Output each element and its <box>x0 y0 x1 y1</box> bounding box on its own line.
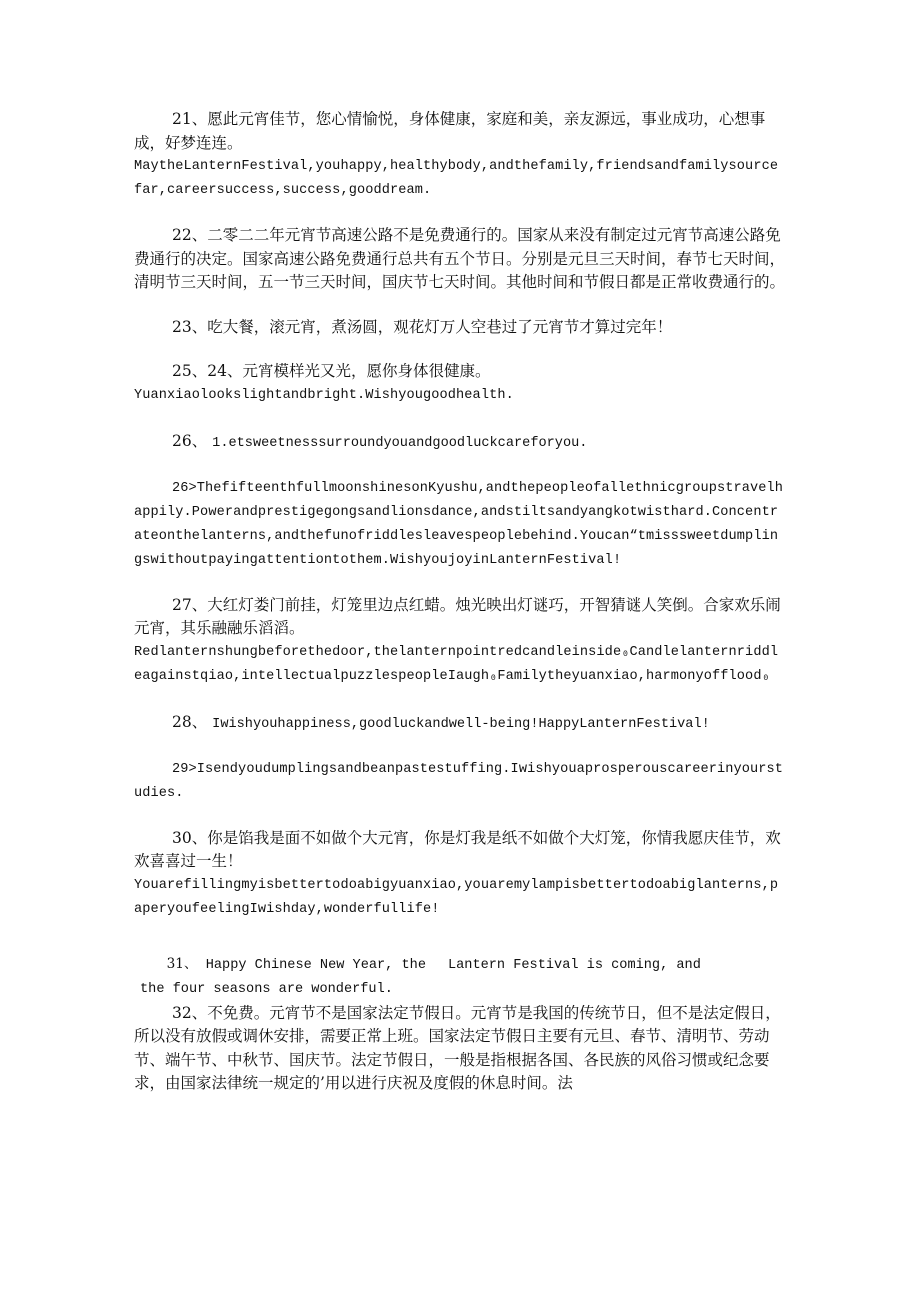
english-text: Youarefillingmyisbettertodoabigyuanxiao,youaremylampisbettertodoabiglanterns,paperyoufeelingIwishday,wonderfullife! <box>134 877 779 917</box>
english-text-part2: Lantern Festival is coming, and <box>447 957 701 973</box>
document-page <box>134 108 786 1117</box>
chinese-text: 你是馅我是面不如做个大元宵，你是灯我是纸不如做个大灯笼，你情我愿庆佳节，欢欢喜喜过一生！ <box>134 828 781 870</box>
paragraph-number: 30、 <box>172 828 208 847</box>
chinese-text: 大红灯娄门前挂，灯笼里边点红蜡。烛光映出灯谜巧，开智猜谜人笑倒。合家欢乐闹元宵，其乐融融乐滔滔。 <box>134 595 781 637</box>
paragraph-26b <box>134 477 786 573</box>
paragraph-number: 32、 <box>172 1003 208 1022</box>
paragraph-26a <box>134 429 786 456</box>
english-text-line2: the four seasons are wonderful. <box>140 981 393 997</box>
paragraph-22 <box>134 224 786 295</box>
english-text: 1.etsweetnesssurroundyouandgoodluckcareforyou. <box>212 435 588 451</box>
paragraph-number: 26、 <box>172 431 208 450</box>
paragraph-number: 25、 <box>172 362 208 380</box>
paragraph-29 <box>134 758 786 806</box>
paragraph-number: 21、 <box>172 110 208 128</box>
paragraph-32 <box>134 1002 786 1096</box>
english-text: 26>ThefifteenthfullmoonshinesonKyushu,andthepeopleofallethnicgroupstravelhappily.Powerandprestigegongsandlionsdance,andstiltsandyangkotwisthard.Concentrateonthelanterns,andthefunofriddlesleavespeoplebehind.Youcan“tmisssweetdumplingswithoutpayingattentiontothem.WishyoujoyinLanternFestival! <box>134 480 784 568</box>
paragraph-number: 22、 <box>172 226 208 244</box>
paragraph-number: 28、 <box>172 712 208 731</box>
paragraph-31 <box>134 952 786 1002</box>
english-text: Iwishyouhappiness,goodluckandwell-being!HappyLanternFestival! <box>212 716 710 732</box>
paragraph-28 <box>134 710 786 737</box>
english-text: 29>Isendyoudumplingsandbeanpastestuffing.Iwishyouaprosperouscareerinyourstudies. <box>134 761 784 801</box>
english-text: MaytheLanternFestival,youhappy,healthybody,andthefamily,friendsandfamilysourcefar,careersuccess,success,gooddream. <box>134 159 779 198</box>
english-text-part1: Happy Chinese New Year, the <box>205 957 426 973</box>
chinese-text: 二零二二年元宵节高速公路不是免费通行的。国家从来没有制定过元宵节高速公路免费通行的决定。国家高速公路免费通行总共有五个节日。分别是元旦三天时间，春节七天时间，清明节三天时间，五一节三天时间，国庆节七天时间。其他时间和节假日都是正常收费通行的。 <box>134 226 786 291</box>
paragraph-number: 27、 <box>172 595 208 614</box>
paragraph-30 <box>134 827 786 922</box>
english-text: Yuanxiaolookslightandbright.Wishyougoodhealth. <box>134 387 514 403</box>
paragraph-number: 23、 <box>172 317 208 336</box>
paragraph-27 <box>134 594 786 689</box>
chinese-text: 吃大餐，滚元宵，煮汤圆，观花灯万人空巷过了元宵节才算过完年！ <box>207 317 673 336</box>
paragraph-21 <box>134 108 786 203</box>
paragraph-number: 31、 <box>166 955 198 972</box>
chinese-text: 24、元宵模样光又光，愿你身体很健康。 <box>207 362 491 380</box>
paragraph-23 <box>134 316 786 340</box>
chinese-text: 不免费。元宵节不是国家法定节假日。元宵节是我国的传统节日，但不是法定假日，所以没有放假或调休安排，需要正常上班。国家法定节假日主要有元旦、春节、清明节、劳动节、端午节、中秋节、国庆节。法定节假日，一般是指根据各国、各民族的风俗习惯或纪念要求，由国家法律统一规定的’用以进行庆祝及度假的休息时间。法 <box>134 1003 781 1092</box>
english-text: Redlanternshungbeforethedoor,thelanternpointredcandleinside₀Candlelanternriddleagainstqiao,intellectualpuzzlespeopleIaugh₀Familytheyuanxiao,harmonyofflood₀ <box>134 644 779 684</box>
paragraph-25 <box>134 360 786 408</box>
chinese-text: 愿此元宵佳节，您心情愉悦，身体健康，家庭和美，亲友源远，事业成功，心想事成，好梦连连。 <box>134 110 766 152</box>
